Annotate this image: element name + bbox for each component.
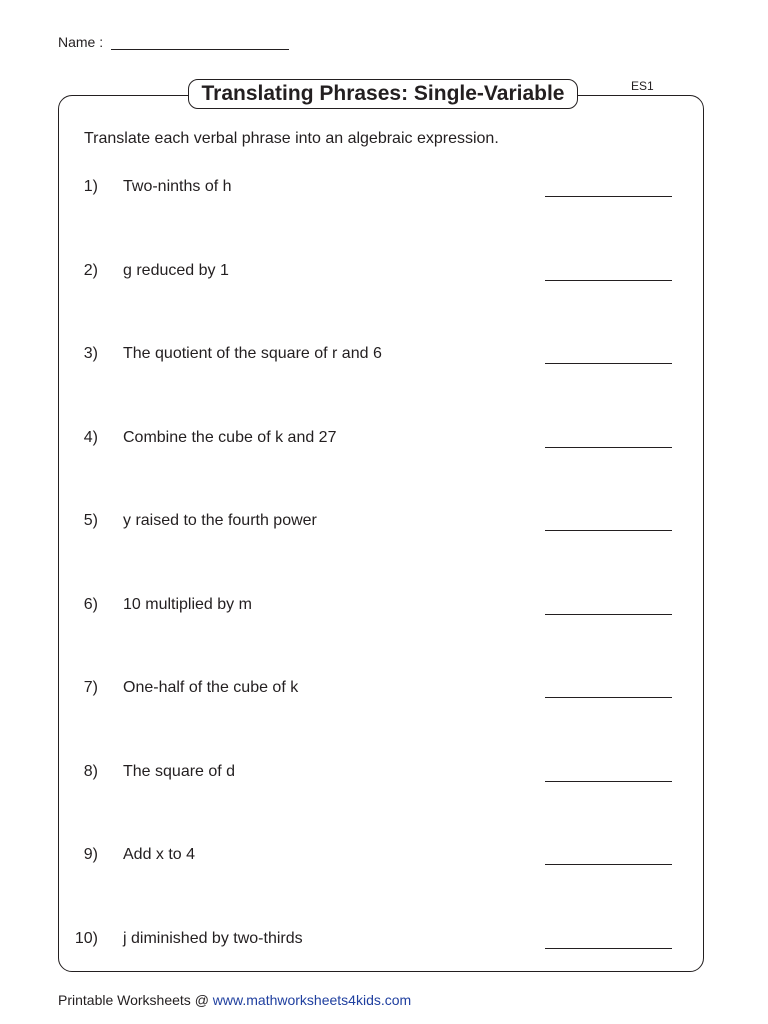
question-text: Combine the cube of k and 27	[123, 429, 337, 446]
name-label: Name :	[58, 34, 104, 50]
instructions-text: Translate each verbal phrase into an algebraic expression.	[84, 130, 499, 147]
question-number: 5)	[83, 512, 98, 529]
footer-label: Printable Worksheets @	[58, 992, 213, 1008]
footer-website-link[interactable]: www.mathworksheets4kids.com	[212, 992, 412, 1008]
question-text: One-half of the cube of k	[123, 679, 299, 696]
question-item	[60, 262, 680, 286]
answer-blank-line	[545, 697, 672, 698]
question-number: 2)	[83, 262, 98, 279]
footer	[58, 992, 411, 1008]
question-item	[60, 429, 680, 453]
question-text: 10 multiplied by m	[123, 596, 252, 613]
question-item	[60, 345, 680, 369]
question-text: g reduced by 1	[123, 262, 229, 279]
question-number: 8)	[83, 763, 98, 780]
answer-blank-line	[545, 530, 672, 531]
question-number: 4)	[83, 429, 98, 446]
answer-blank-line	[545, 948, 672, 949]
question-item	[60, 763, 680, 787]
worksheet-title: Translating Phrases: Single-Variable	[188, 79, 578, 109]
answer-blank-line	[545, 447, 672, 448]
question-number: 10)	[74, 930, 98, 947]
answer-blank-line	[545, 781, 672, 782]
question-text: j diminished by two-thirds	[123, 930, 303, 947]
question-number: 9)	[83, 846, 98, 863]
question-number: 6)	[83, 596, 98, 613]
question-text: Add x to 4	[123, 846, 196, 863]
question-number: 3)	[83, 345, 98, 362]
question-number: 1)	[83, 178, 98, 195]
question-item	[60, 596, 680, 620]
question-text: y raised to the fourth power	[123, 512, 317, 529]
question-item	[60, 178, 680, 202]
question-item	[60, 930, 680, 954]
question-item	[60, 679, 680, 703]
question-text: The square of d	[123, 763, 236, 780]
question-number: 7)	[83, 679, 98, 696]
question-text: The quotient of the square of r and 6	[123, 345, 382, 362]
name-field-row	[58, 33, 289, 50]
answer-blank-line	[545, 196, 672, 197]
answer-blank-line	[545, 363, 672, 364]
question-item	[60, 846, 680, 870]
name-blank-line	[111, 33, 289, 50]
answer-blank-line	[545, 614, 672, 615]
answer-blank-line	[545, 864, 672, 865]
worksheet-code: ES1	[631, 79, 654, 93]
question-text: Two-ninths of h	[123, 178, 232, 195]
answer-blank-line	[545, 280, 672, 281]
question-item	[60, 512, 680, 536]
